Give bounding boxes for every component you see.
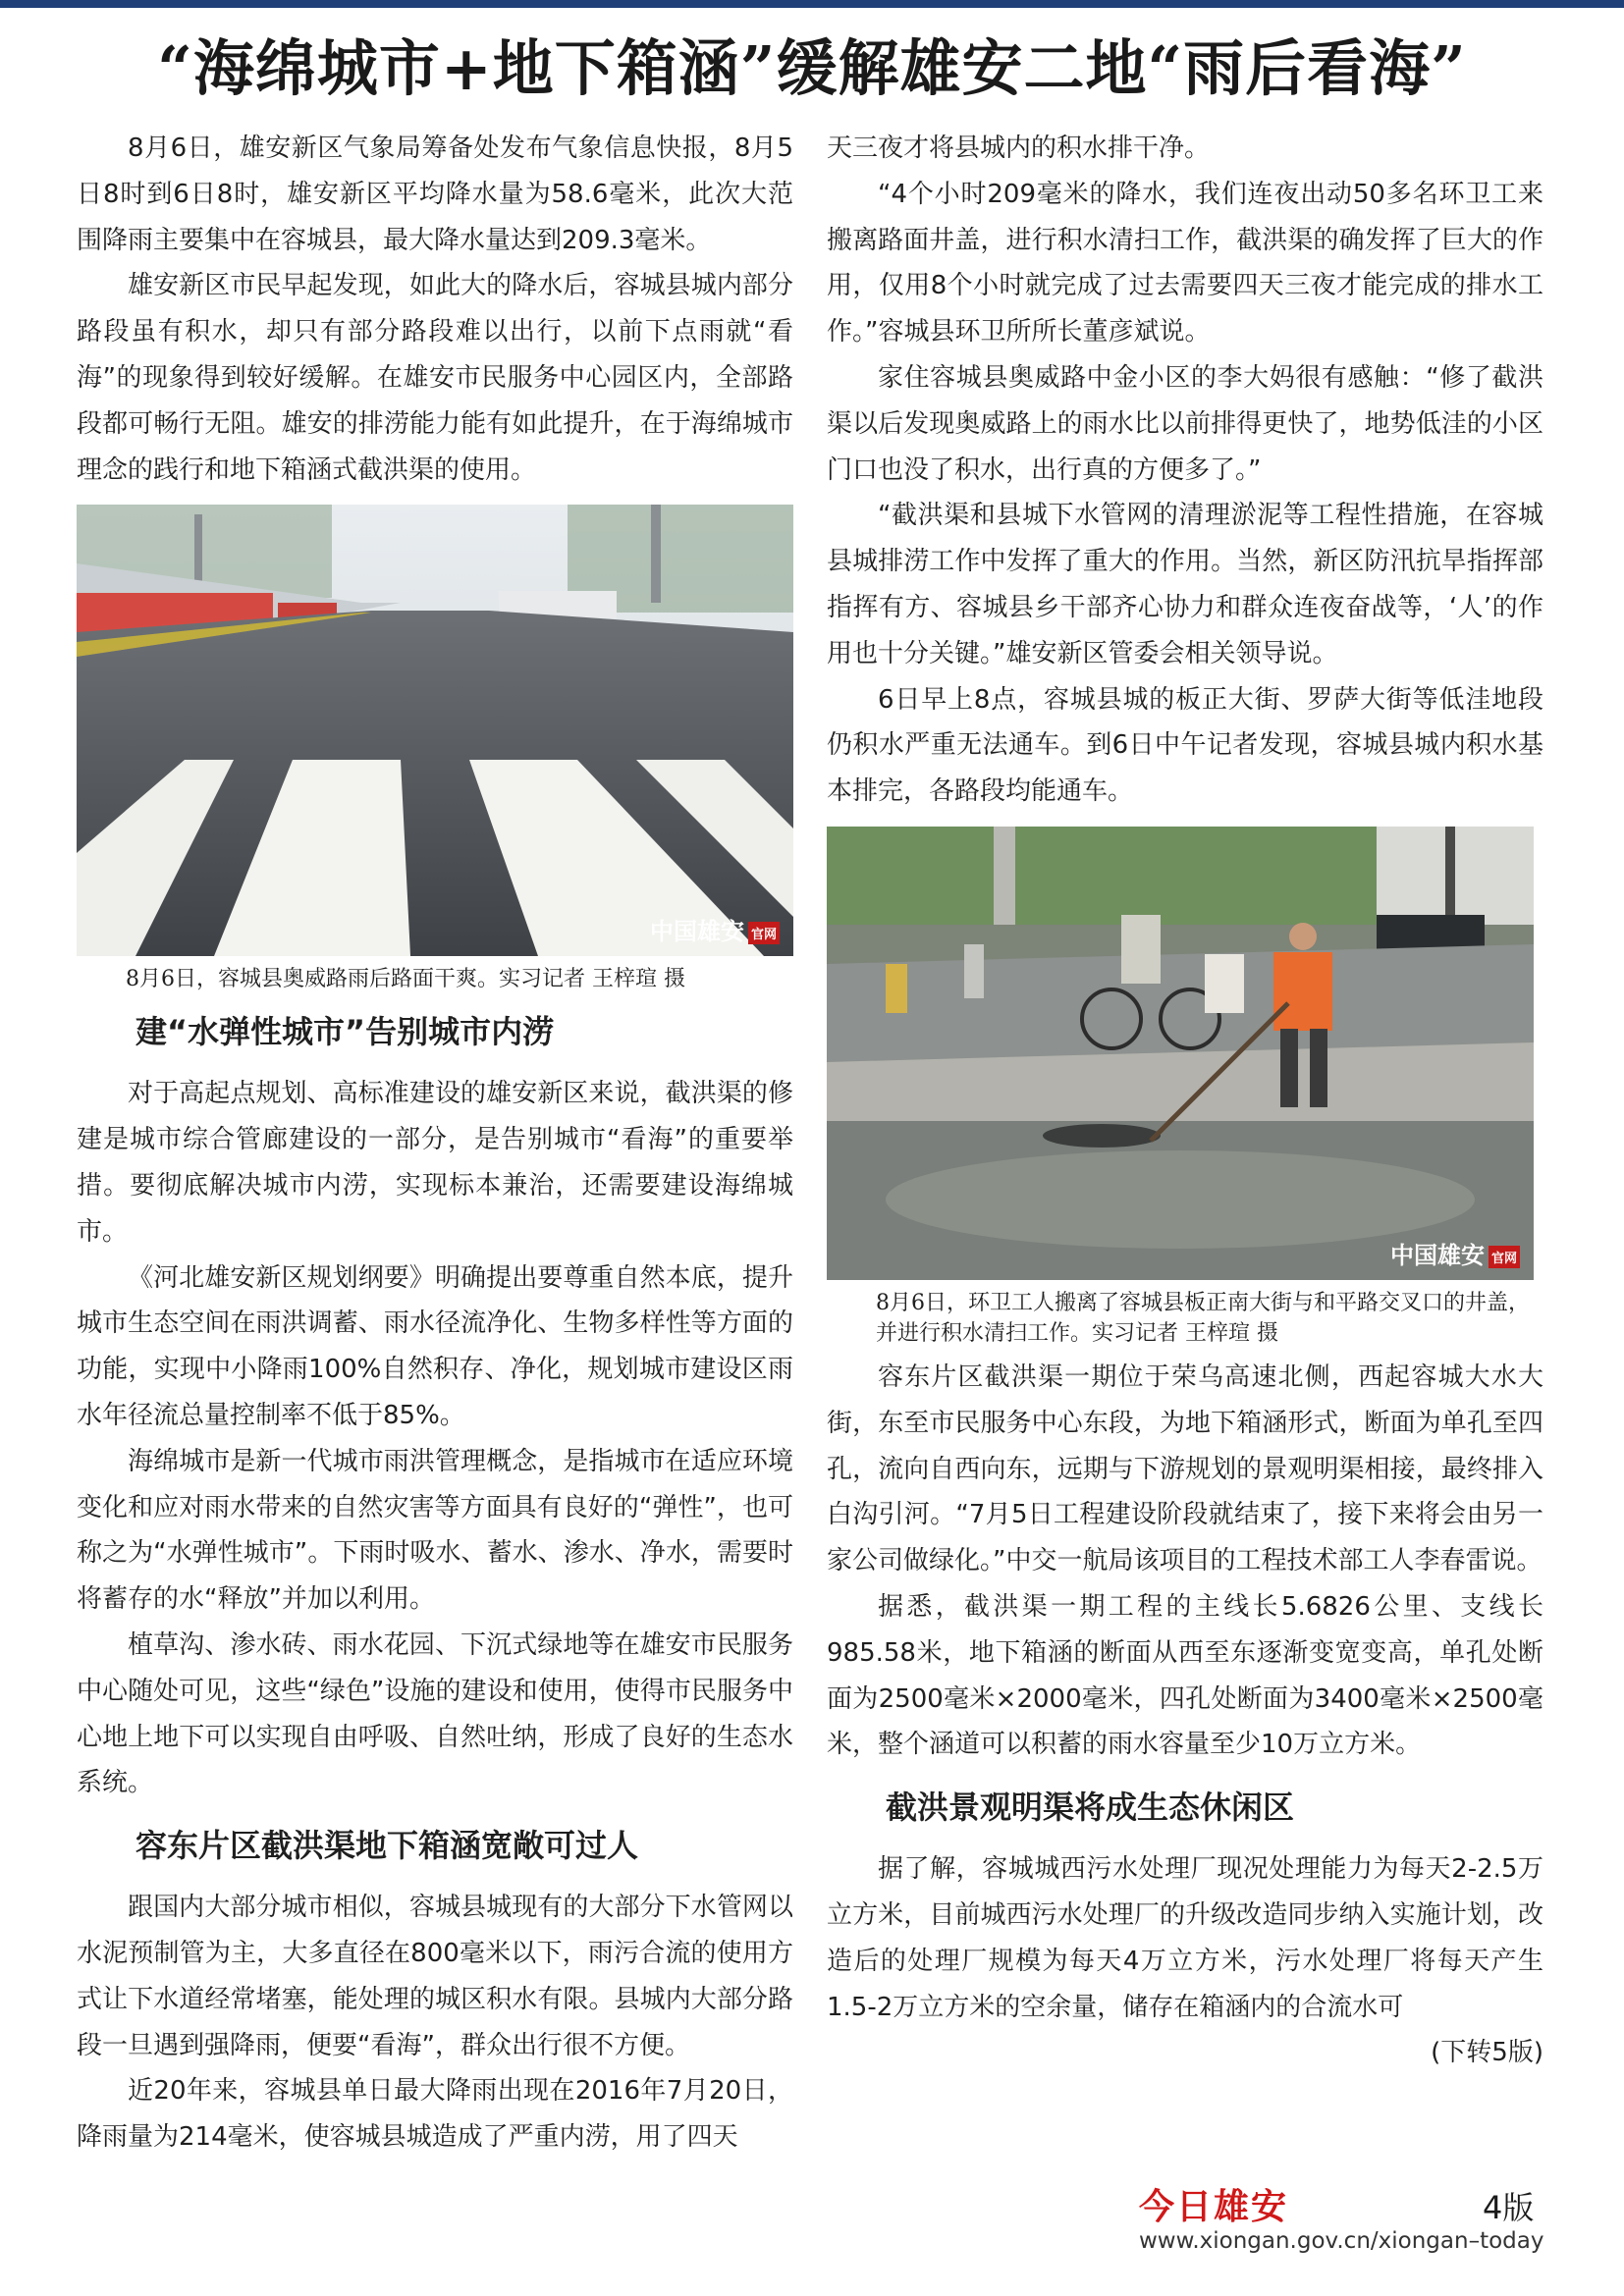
article-paragraph: 近20年来，容城县单日最大降雨出现在2016年7月20日，降雨量为214毫米，使容城县城造成了严重内涝，用了四天 bbox=[77, 2076, 793, 2153]
article-paragraph: 据悉，截洪渠一期工程的主线长5.6826公里、支线长985.58米，地下箱涵的断面从西至东逐渐变宽变高，单孔处断面为2500毫米×2000毫米，四孔处断面为3400毫米×2500毫米，整个涵道可以积蓄的雨水容量至少10万立方米。 bbox=[827, 1591, 1543, 1760]
website-url: www.xiongan.gov.cn/xiongan–today bbox=[1139, 2228, 1544, 2254]
section-title: 建“水弹性城市”告别城市内涝 bbox=[135, 1013, 555, 1051]
photo-watermark: 中国雄安 官网 bbox=[650, 912, 780, 946]
article-paragraph: 家住容城县奥威路中金小区的李大妈很有感触：“修了截洪渠以后发现奥威路上的雨水比以前排得更快了，地势低洼的小区门口也没了积水，出行真的方便多了。” bbox=[827, 362, 1543, 485]
road-photo-image bbox=[77, 505, 793, 956]
article-paragraph: 8月6日，雄安新区气象局筹备处发布气象信息快报，8月5日8时到6日8时，雄安新区平均降水量为58.6毫米，此次大范围降雨主要集中在容城县，最大降水量达到209.3毫米。 bbox=[77, 133, 793, 255]
article-paragraph: 雄安新区市民早起发现，如此大的降水后，容城县城内部分路段虽有积水，却只有部分路段难以出行，以前下点雨就“看海”的现象得到较好缓解。在雄安市民服务中心园区内，全部路段都可畅行无阻。雄安的排涝能力能有如此提升，在于海绵城市理念的践行和地下箱涵式截洪渠的使用。 bbox=[77, 271, 793, 485]
worker-photo-image bbox=[827, 827, 1534, 1280]
article-paragraph: 《河北雄安新区规划纲要》明确提出要尊重自然本底，提升城市生态空间在雨洪调蓄、雨水径流净化、生物多样性等方面的功能，实现中小降雨100%自然积存、净化，规划城市建设区雨水年径流总量控制率不低于85%。 bbox=[77, 1262, 793, 1430]
page-headline: “海绵城市+地下箱涵”缓解雄安二地“雨后看海” bbox=[157, 32, 1467, 104]
article-paragraph: 海绵城市是新一代城市雨洪管理概念，是指城市在适应环境变化和应对雨水带来的自然灾害等方面具有良好的“弹性”，也可称之为“水弹性城市”。下雨时吸水、蓄水、渗水、净水，需要时将蓄存的水“释放”并加以利用。 bbox=[77, 1446, 793, 1615]
page-number: 4版 bbox=[1483, 2189, 1535, 2226]
top-color-bar bbox=[0, 0, 1624, 8]
article-paragraph: 跟国内大部分城市相似，容城县城现有的大部分下水管网以水泥预制管为主，大多直径在800毫米以下，雨污合流的使用方式让下水道经常堵塞，能处理的城区积水有限。县城内大部分路段一旦遇到强降雨，便要“看海”，群众出行很不方便。 bbox=[77, 1893, 793, 2060]
article-paragraph: 6日早上8点，容城县城的板正大街、罗萨大街等低洼地段仍积水严重无法通车。到6日中午记者发现，容城县城内积水基本排完，各路段均能通车。 bbox=[827, 684, 1543, 807]
section-title: 容东片区截洪渠地下箱涵宽敞可过人 bbox=[135, 1827, 639, 1865]
photo-caption: 8月6日，环卫工人搬离了容城县板正南大街与和平路交叉口的井盖，并进行积水清扫工作。实习记者 王梓瑄 摄 bbox=[876, 1290, 1530, 1346]
photo-caption: 8月6日，容城县奥威路雨后路面干爽。实习记者 王梓瑄 摄 bbox=[126, 967, 685, 992]
article-paragraph: 据了解，容城城西污水处理厂现况处理能力为每天2-2.5万立方米，目前城西污水处理厂的升级改造同步纳入实施计划，改造后的处理厂规模为每天4万立方米，污水处理厂将每天产生1.5-2万立方米的空余量，储存在箱涵内的合流水可 bbox=[827, 1854, 1543, 2022]
continued-note: (下转5版) bbox=[1431, 2038, 1543, 2068]
left-column bbox=[77, 126, 793, 2161]
article-paragraph: 天三夜才将县城内的积水排干净。 bbox=[827, 133, 1211, 163]
article-paragraph: “截洪渠和县城下水管网的清理淤泥等工程性措施，在容城县城排涝工作中发挥了重大的作用。当然，新区防汛抗旱指挥部指挥有方、容城县乡干部齐心协力和群众连夜奋战等，‘人’的作用也十分关键。”雄安新区管委会相关领导说。 bbox=[827, 501, 1543, 668]
article-paragraph: “4个小时209毫米的降水，我们连夜出动50多名环卫工来搬离路面井盖，进行积水清扫工作，截洪渠的确发挥了巨大的作用，仅用8个小时就完成了过去需要四天三夜才能完成的排水工作。”容城县环卫所所长董彦斌说。 bbox=[827, 179, 1543, 347]
right-column bbox=[827, 126, 1543, 2075]
article-paragraph: 容东片区截洪渠一期位于荣乌高速北侧，西起容城大水大街，东至市民服务中心东段，为地下箱涵形式，断面为单孔至四孔，流向自西向东，远期与下游规划的景观明渠相接，最终排入白沟引河。“7月5日工程建设阶段就结束了，接下来将会由另一家公司做绿化。”中交一航局该项目的工程技术部工人李春雷说。 bbox=[827, 1362, 1543, 1576]
article-paragraph: 对于高起点规划、高标准建设的雄安新区来说，截洪渠的修建是城市综合管廊建设的一部分，是告别城市“看海”的重要举措。要彻底解决城市内涝，实现标本兼治，还需要建设海绵城市。 bbox=[77, 1079, 793, 1247]
section-title: 截洪景观明渠将成生态休闲区 bbox=[886, 1789, 1295, 1827]
road-photo bbox=[77, 505, 793, 956]
worker-photo bbox=[827, 827, 1534, 1280]
article-paragraph: 植草沟、渗水砖、雨水花园、下沉式绿地等在雄安市民服务中心随处可见，这些“绿色”设施的建设和使用，使得市民服务中心地上地下可以实现自由呼吸、自然吐纳，形成了良好的生态水系统。 bbox=[77, 1629, 793, 1798]
newspaper-logo: 今日雄安 bbox=[1139, 2186, 1289, 2227]
photo-watermark: 中国雄安 官网 bbox=[1390, 1236, 1520, 1270]
